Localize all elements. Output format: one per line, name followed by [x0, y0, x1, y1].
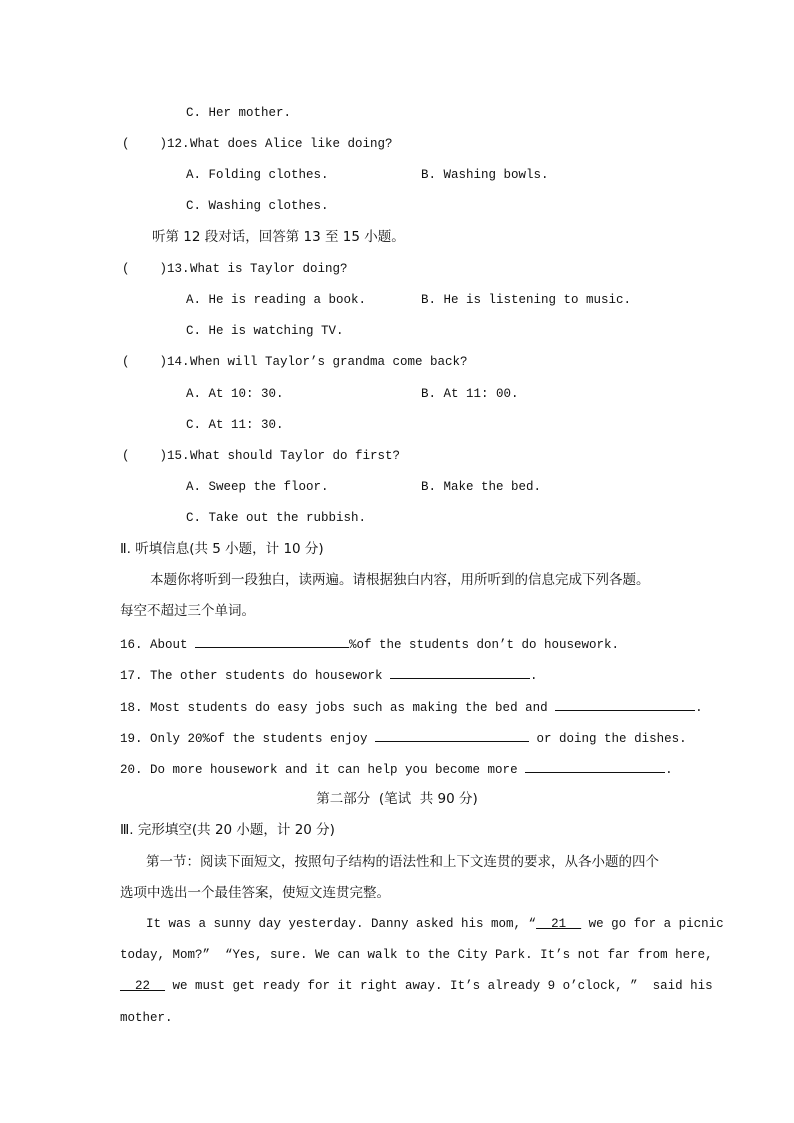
q18-answer-blank[interactable] [555, 696, 695, 711]
q13-paren: ( )13. [122, 262, 190, 276]
q20-answer-blank[interactable] [525, 758, 665, 773]
q19-text-before: 19. Only 20%of the students enjoy [120, 732, 376, 746]
section3-title: Ⅲ. 完形填空(共 20 小题，计 20 分) [120, 822, 335, 838]
q14-stem: When will Taylor’s grandma come back? [190, 355, 468, 369]
q12-option-b: B. Washing bowls. [421, 168, 549, 182]
q20-text-after: . [665, 763, 673, 777]
passage-line-1-end: we go for a picnic [581, 917, 724, 931]
q17-answer-blank[interactable] [390, 664, 530, 679]
q11-option-c: C. Her mother. [186, 106, 292, 120]
q15-stem: What should Taylor do first? [190, 449, 401, 463]
q16-answer-blank[interactable] [195, 633, 349, 648]
q17-text-before: 17. The other students do housework [120, 669, 391, 683]
passage-line-1-start: It was a sunny day yesterday. Danny asked his mom, “ [146, 917, 537, 931]
section2-title: Ⅱ. 听填信息(共 5 小题，计 10 分) [120, 541, 324, 557]
q12-stem: What does Alice like doing? [190, 137, 393, 151]
passage-line-2: today, Mom?” “Yes, sure. We can walk to the City Park. It’s not far from here, [120, 948, 713, 962]
q16-text-after: %of the students don’t do housework. [349, 638, 620, 652]
part2-title: 第二部分 (笔试 共 90 分) [316, 791, 478, 807]
section2-instructions-1: 本题你将听到一段独白，读两遍。请根据独白内容，用所听到的信息完成下列各题。 [150, 572, 650, 588]
section3-instructions-2: 选项中选出一个最佳答案，使短文连贯完整。 [120, 885, 390, 901]
passage-line-4: mother. [120, 1011, 173, 1025]
passage-line-1 [146, 914, 724, 934]
section3-instructions-1: 第一节：阅读下面短文，按照句子结构的语法性和上下文连贯的要求，从各小题的四个 [146, 854, 659, 870]
q13-option-c: C. He is watching TV. [186, 324, 344, 338]
q13-stem: What is Taylor doing? [190, 262, 348, 276]
q15-option-a: A. Sweep the floor. [186, 480, 329, 494]
q20-line [120, 758, 673, 780]
q17-text-after: . [530, 669, 538, 683]
q18-line [120, 696, 703, 718]
q18-text-before: 18. Most students do easy jobs such as making the bed and [120, 701, 556, 715]
q15-paren: ( )15. [122, 449, 190, 463]
q12-option-c: C. Washing clothes. [186, 199, 329, 213]
q19-answer-blank[interactable] [375, 727, 529, 742]
q17-line [120, 664, 538, 686]
q19-line [120, 727, 687, 749]
q18-text-after: . [695, 701, 703, 715]
blank-21[interactable]: __21__ [536, 917, 582, 931]
section2-instructions-2: 每空不超过三个单词。 [120, 603, 255, 619]
q13-option-a: A. He is reading a book. [186, 293, 367, 307]
q19-text-after: or doing the dishes. [529, 732, 687, 746]
q20-text-before: 20. Do more housework and it can help you become more [120, 763, 526, 777]
q14-option-a: A. At 10: 30. [186, 387, 284, 401]
passage-line-3-end: we must get ready for it right away. It’s already 9 o’clock, ” said his [165, 979, 713, 993]
q16-text-before: 16. About [120, 638, 196, 652]
q14-option-c: C. At 11: 30. [186, 418, 284, 432]
q16-line [120, 633, 619, 655]
q13-option-b: B. He is listening to music. [421, 293, 632, 307]
q14-option-b: B. At 11: 00. [421, 387, 519, 401]
dialog12-intro: 听第 12 段对话，回答第 13 至 15 小题。 [152, 229, 405, 245]
q12-paren: ( )12. [122, 137, 190, 151]
q14-paren: ( )14. [122, 355, 190, 369]
q15-option-c: C. Take out the rubbish. [186, 511, 367, 525]
q15-option-b: B. Make the bed. [421, 480, 542, 494]
q12-option-a: A. Folding clothes. [186, 168, 329, 182]
blank-22[interactable]: __22__ [120, 979, 166, 993]
passage-line-3 [120, 976, 713, 996]
